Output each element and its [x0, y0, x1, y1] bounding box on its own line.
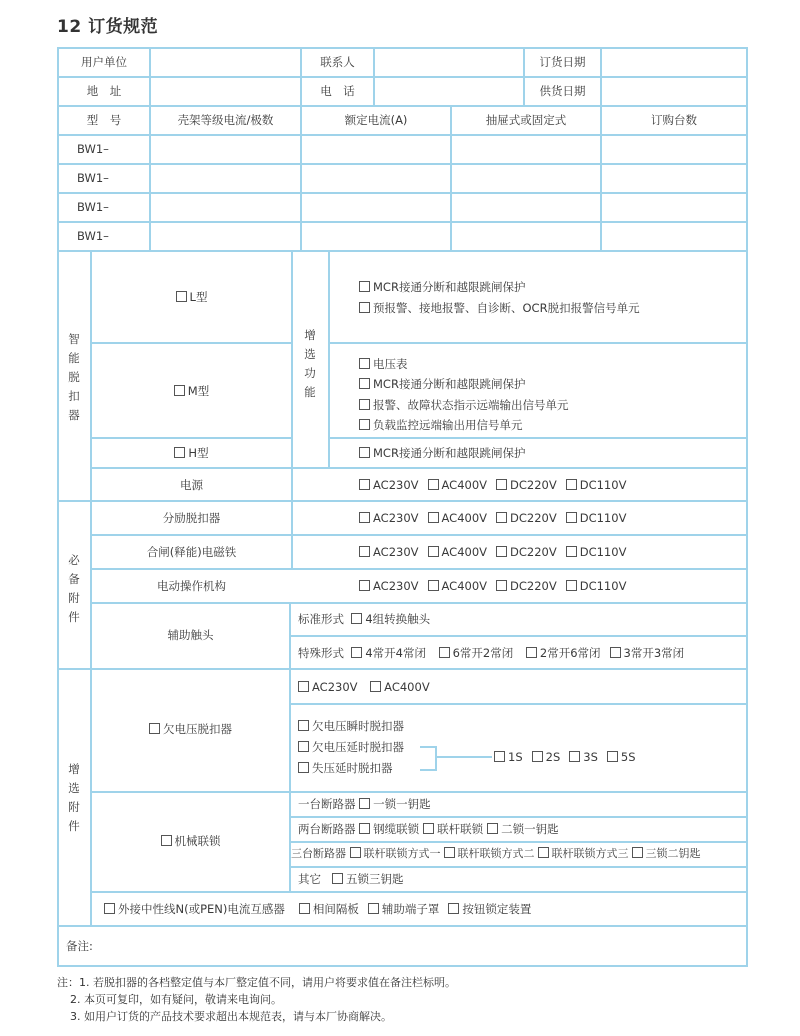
order-date-label: 订货日期 [539, 55, 586, 69]
checkbox-H-type[interactable] [92, 446, 291, 460]
checkbox-icon [632, 847, 643, 858]
option-label: 4组转换触头 [365, 612, 431, 626]
checkbox-M-option[interactable] [359, 357, 408, 371]
option-label: 联杆联锁方式二 [457, 847, 535, 860]
checkbox-icon [494, 751, 505, 762]
checkbox-icon [351, 647, 362, 658]
option-label: 欠电压延时脱扣器 [312, 740, 404, 754]
H-type-label: H型 [188, 446, 209, 460]
checkbox-interlock-one[interactable] [359, 797, 431, 811]
checkbox-icon [496, 580, 507, 591]
option-label: 一锁一钥匙 [373, 797, 431, 811]
grid-line [91, 437, 292, 439]
checkbox-interlock-three[interactable] [350, 847, 441, 861]
grid-line [91, 534, 748, 536]
option-label: MCR接通分断和越限跳闸保护 [373, 446, 526, 460]
option-label: 5S [620, 750, 636, 764]
option-label: AC230V [312, 680, 358, 694]
option-label: AC400V [384, 680, 430, 694]
option-label: 2常开6常闭 [539, 646, 601, 660]
checkbox-icon [299, 903, 310, 914]
motor-options [359, 579, 635, 593]
undervoltage-voltage-options [298, 680, 439, 694]
checkbox-shunt-dc110[interactable] [566, 511, 627, 525]
option-label: 预报警、接地报警、自诊断、OCR脱扣报警信号单元 [373, 301, 640, 315]
option-label: AC230V [373, 511, 419, 525]
interlock-three-label: 三台断路器 [291, 847, 346, 860]
option-label: AC400V [441, 579, 488, 593]
page-title: 12 订货规范 [57, 17, 159, 37]
option-label: 外接中性线N(或PEN)电流互感器 [118, 902, 285, 916]
option-label: 电压表 [373, 357, 408, 371]
checkbox-uv-type[interactable] [298, 740, 404, 754]
checkbox-icon [350, 847, 361, 858]
option-label: 1S [508, 750, 523, 764]
checkbox-icon [332, 873, 343, 884]
checkbox-icon [161, 835, 172, 846]
option-label: DC110V [579, 478, 627, 492]
checkbox-icon [351, 613, 362, 624]
option-label: DC220V [510, 579, 557, 593]
option-label: AC230V [373, 579, 419, 593]
checkbox-icon [428, 546, 439, 557]
grid-line [291, 250, 293, 568]
checkbox-icon [359, 302, 370, 313]
checkbox-icon [368, 903, 379, 914]
interlock-two-row [298, 822, 568, 836]
checkbox-icon [444, 847, 455, 858]
checkbox-closing-dc220[interactable] [496, 545, 557, 559]
checkbox-shunt-ac400[interactable] [428, 511, 488, 525]
customer-label: 用户单位 [81, 55, 127, 69]
power-label: 电源 [180, 478, 203, 492]
model-row-label: BW1– [77, 229, 109, 243]
extras-row [104, 902, 540, 916]
checkbox-power-ac230[interactable] [359, 478, 419, 492]
checkbox-power-dc110[interactable] [566, 478, 627, 492]
grid-line [57, 192, 748, 194]
option-label: AC400V [441, 478, 488, 492]
option-label: 钢缆联锁 [373, 822, 420, 836]
delay-options [494, 750, 645, 764]
option-label: 失压延时脱扣器 [312, 761, 393, 775]
grid-line [57, 925, 748, 927]
option-label: 报警、故障状态指示远端输出信号单元 [373, 398, 569, 412]
grid-line [91, 602, 748, 604]
motor-label: 电动操作机构 [157, 579, 226, 593]
grid-line [91, 342, 292, 344]
checkbox-icon [359, 798, 370, 809]
checkbox-icon [496, 546, 507, 557]
checkbox-icon [566, 580, 577, 591]
checkbox-icon [428, 479, 439, 490]
checkbox-aux-special[interactable] [351, 646, 426, 660]
checkbox-aux-special[interactable] [610, 646, 685, 660]
checkbox-icon [359, 823, 370, 834]
checkbox-closing-ac400[interactable] [428, 545, 488, 559]
option-label: 相间隔板 [312, 902, 359, 916]
checkbox-delay-1s[interactable] [494, 750, 523, 764]
checkbox-undervoltage[interactable] [92, 722, 289, 736]
checkbox-extra-barrier[interactable] [299, 902, 359, 916]
option-label: AC230V [373, 478, 419, 492]
grid-line [328, 250, 330, 468]
checkbox-icon [496, 479, 507, 490]
remarks-label: 备注: [66, 939, 93, 953]
checkbox-aux-special[interactable] [439, 646, 514, 660]
checkbox-delay-5s[interactable] [607, 750, 636, 764]
grid-line [290, 841, 748, 843]
checkbox-icon [359, 399, 370, 410]
delay-bracket [420, 746, 437, 771]
checkbox-icon [439, 647, 450, 658]
grid-line [57, 500, 748, 502]
option-label: DC220V [510, 478, 557, 492]
interlock-label: 机械联锁 [174, 834, 221, 848]
checkbox-icon [359, 419, 370, 430]
checkbox-motor-ac230[interactable] [359, 579, 419, 593]
column-header-frame-current: 壳架等级电流/极数 [177, 113, 274, 127]
smart-release-category: 智能脱扣器 [68, 332, 80, 422]
checkbox-interlock-two[interactable] [487, 822, 559, 836]
checkbox-uv-ac400[interactable] [370, 680, 430, 694]
checkbox-motor-dc110[interactable] [566, 579, 627, 593]
aux-special-label: 特殊形式 [298, 646, 344, 660]
checkbox-aux-standard[interactable] [351, 612, 430, 626]
checkbox-interlock-three[interactable] [632, 847, 701, 861]
checkbox-interlock[interactable] [92, 834, 289, 848]
optional-accessories-category: 增选附件 [68, 762, 80, 833]
checkbox-icon [428, 580, 439, 591]
checkbox-icon [566, 546, 577, 557]
phone-label: 电 话 [320, 84, 355, 98]
note-2: 2. 本页可复印，如有疑问，敬请来电询问。 [70, 993, 282, 1006]
L-type-label: L型 [189, 290, 208, 304]
interlock-other-row [298, 872, 412, 886]
grid-line [290, 866, 748, 868]
note-1: 注：1. 若脱扣器的各档整定值与本厂整定值不同，请用户将要求值在备注栏标明。 [57, 976, 456, 989]
checkbox-icon [566, 479, 577, 490]
checkbox-interlock-other[interactable] [332, 872, 404, 886]
M-type-label: M型 [187, 384, 210, 398]
column-header-model: 型 号 [86, 113, 122, 127]
checkbox-icon [428, 512, 439, 523]
interlock-three-row [291, 847, 701, 861]
option-label: 6常开2常闭 [452, 646, 514, 660]
checkbox-icon [359, 281, 370, 292]
checkbox-aux-special[interactable] [526, 646, 601, 660]
option-label: 联杆联锁方式一 [363, 847, 441, 860]
aux-standard-row [298, 612, 439, 626]
aux-contact-label: 辅助触头 [167, 628, 214, 642]
grid-line [290, 703, 748, 705]
checkbox-closing-dc110[interactable] [566, 545, 627, 559]
checkbox-icon [423, 823, 434, 834]
option-label: 联杆联锁方式三 [551, 847, 629, 860]
checkbox-icon [538, 847, 549, 858]
option-label: 三锁二钥匙 [645, 847, 701, 860]
column-header-mounting: 抽屉式或固定式 [485, 113, 567, 127]
grid-line [329, 342, 748, 344]
grid-line [290, 816, 748, 818]
checkbox-icon [370, 681, 381, 692]
checkbox-interlock-two[interactable] [423, 822, 483, 836]
aux-special-row [298, 646, 693, 660]
checkbox-icon [359, 512, 370, 523]
checkbox-power-ac400[interactable] [428, 478, 488, 492]
checkbox-icon [174, 385, 185, 396]
address-label: 地 址 [86, 84, 122, 98]
note-3: 3. 如用户订货的产品技术要求超出本规范表，请与本厂协商解决。 [70, 1010, 392, 1023]
grid-line [91, 791, 748, 793]
grid-line [91, 568, 748, 570]
checkbox-icon [359, 378, 370, 389]
checkbox-delay-2s[interactable] [532, 750, 561, 764]
checkbox-icon [532, 751, 543, 762]
optional-function-label: 增选功能 [304, 328, 316, 399]
checkbox-interlock-two[interactable] [359, 822, 419, 836]
checkbox-icon [566, 512, 577, 523]
checkbox-H-option[interactable] [359, 446, 525, 460]
checkbox-icon [104, 903, 115, 914]
model-row-label: BW1– [77, 171, 109, 185]
option-label: 负载监控远端输出用信号单元 [373, 418, 523, 432]
aux-standard-label: 标准形式 [298, 612, 344, 626]
grid-line [746, 47, 748, 967]
checkbox-uv-ac230[interactable] [298, 680, 358, 694]
contact-label: 联系人 [320, 55, 355, 69]
option-label: 3常开3常闭 [623, 646, 685, 660]
option-label: AC400V [441, 545, 488, 559]
checkbox-icon [607, 751, 618, 762]
grid-line [149, 47, 151, 250]
interlock-two-label: 两台断路器 [298, 822, 356, 836]
grid-line [329, 437, 748, 439]
option-label: 辅助端子罩 [381, 902, 440, 916]
option-label: 2S [545, 750, 561, 764]
checkbox-power-dc220[interactable] [496, 478, 557, 492]
checkbox-M-option[interactable] [359, 418, 523, 432]
checkbox-uv-type[interactable] [298, 761, 393, 775]
grid-line [57, 134, 748, 136]
grid-line [57, 668, 748, 670]
checkbox-shunt-ac230[interactable] [359, 511, 419, 525]
checkbox-L-option[interactable] [359, 280, 525, 294]
option-label: AC400V [441, 511, 488, 525]
option-label: 按钮锁定装置 [462, 902, 532, 916]
checkbox-icon [149, 723, 160, 734]
interlock-one-row [298, 797, 440, 811]
checkbox-icon [526, 647, 537, 658]
checkbox-delay-3s[interactable] [569, 750, 598, 764]
checkbox-L-option[interactable] [359, 301, 640, 315]
checkbox-icon [298, 681, 309, 692]
required-accessories-category: 必备附件 [68, 553, 80, 624]
option-label: DC110V [579, 545, 627, 559]
shunt-label: 分励脱扣器 [162, 511, 221, 525]
grid-line [57, 965, 748, 967]
option-label: 4常开4常闭 [365, 646, 426, 660]
closing-label: 合闸(释能)电磁铁 [146, 545, 237, 559]
checkbox-icon [298, 741, 309, 752]
checkbox-icon [298, 762, 309, 773]
grid-line [600, 47, 602, 250]
grid-line [57, 163, 748, 165]
checkbox-icon [298, 720, 309, 731]
checkbox-icon [448, 903, 459, 914]
checkbox-M-option[interactable] [359, 398, 569, 412]
checkbox-icon [569, 751, 580, 762]
option-label: 二锁一钥匙 [501, 822, 559, 836]
option-label: 欠电压瞬时脱扣器 [312, 719, 404, 733]
checkbox-icon [496, 512, 507, 523]
checkbox-icon [359, 358, 370, 369]
power-options [359, 478, 635, 492]
option-label: AC230V [373, 545, 419, 559]
grid-line [57, 76, 748, 78]
checkbox-L-type[interactable] [92, 290, 291, 304]
checkbox-closing-ac230[interactable] [359, 545, 419, 559]
grid-line [57, 250, 748, 252]
grid-line [57, 47, 748, 49]
option-label: DC110V [579, 511, 627, 525]
checkbox-M-type[interactable] [92, 384, 291, 398]
checkbox-icon [610, 647, 621, 658]
checkbox-extra-button-lock[interactable] [448, 902, 531, 916]
shunt-options [359, 511, 635, 525]
checkbox-icon [359, 447, 370, 458]
checkbox-shunt-dc220[interactable] [496, 511, 557, 525]
option-label: DC220V [510, 511, 557, 525]
checkbox-icon [174, 447, 185, 458]
grid-line [91, 891, 748, 893]
checkbox-icon [359, 580, 370, 591]
footnotes [57, 974, 456, 1025]
closing-options [359, 545, 635, 559]
grid-line [91, 467, 748, 469]
column-header-quantity: 订购台数 [651, 113, 697, 127]
option-label: DC110V [579, 579, 627, 593]
checkbox-extra-ct[interactable] [104, 902, 285, 916]
option-label: 五锁三钥匙 [345, 872, 404, 886]
checkbox-interlock-three[interactable] [538, 847, 629, 861]
checkbox-M-option[interactable] [359, 377, 525, 391]
grid-line [57, 221, 748, 223]
grid-line [300, 47, 302, 250]
grid-line [373, 47, 375, 105]
interlock-one-label: 一台断路器 [298, 797, 356, 811]
option-label: DC220V [510, 545, 557, 559]
checkbox-motor-ac400[interactable] [428, 579, 488, 593]
grid-line [290, 635, 748, 637]
column-header-rated-current: 额定电流(A) [344, 113, 408, 127]
undervoltage-label: 欠电压脱扣器 [163, 722, 232, 736]
checkbox-uv-type[interactable] [298, 719, 404, 733]
grid-line [57, 105, 748, 107]
checkbox-motor-dc220[interactable] [496, 579, 557, 593]
checkbox-icon [359, 546, 370, 557]
checkbox-icon [487, 823, 498, 834]
delay-connector-line [436, 756, 492, 758]
option-label: 联杆联锁 [437, 822, 484, 836]
grid-line [57, 47, 59, 967]
supply-date-label: 供货日期 [539, 84, 586, 98]
model-row-label: BW1– [77, 142, 109, 156]
option-label: MCR接通分断和越限跳闸保护 [373, 280, 526, 294]
model-row-label: BW1– [77, 200, 109, 214]
checkbox-icon [359, 479, 370, 490]
interlock-other-label: 其它 [298, 872, 321, 886]
checkbox-interlock-three[interactable] [444, 847, 535, 861]
checkbox-extra-terminal-cover[interactable] [368, 902, 440, 916]
option-label: 3S [583, 750, 598, 764]
checkbox-icon [176, 291, 187, 302]
option-label: MCR接通分断和越限跳闸保护 [373, 377, 526, 391]
